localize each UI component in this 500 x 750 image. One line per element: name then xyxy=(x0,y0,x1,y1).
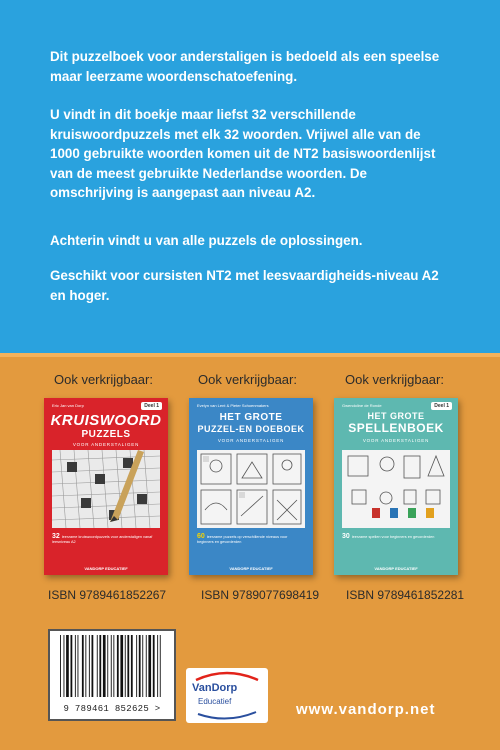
publisher-logo xyxy=(186,668,268,723)
isbn-book-1: ISBN 9789461852267 xyxy=(48,588,167,602)
isbn-book-3: ISBN 9789461852281 xyxy=(346,588,465,602)
description-paragraph-1: Dit puzzelboek voor anderstaligen is bedoeld als een speelse maar leerzame woordenschatoefening. xyxy=(50,49,440,84)
book-publisher: VANDORP EDUCATIEF xyxy=(84,566,128,571)
book-blurb: 30 leerzame spellen voor beginners en gevorderden xyxy=(342,533,435,540)
game-illustrations xyxy=(342,450,450,528)
book-author: Gwendoline de Ronde xyxy=(342,403,382,408)
logo-name: VanDorp xyxy=(192,682,238,694)
barcode-bars xyxy=(50,631,174,703)
book-title-line-2: PUZZEL-EN DOEBOEK xyxy=(197,424,305,434)
book-author: Eric Jan van Dorp xyxy=(52,403,84,408)
book-blurb: 32 leerzame kruiswoordpuzzels voor anderstaligen vanaf leesniveau A2 xyxy=(52,533,153,544)
book-title-line-1: KRUISWOORD xyxy=(50,412,162,429)
also-available-label-2: Ook verkrijgbaar: xyxy=(198,372,297,387)
book-subtitle: VOOR ANDERSTALIGEN xyxy=(72,442,140,447)
book-cover-kruiswoordpuzzels[interactable] xyxy=(44,398,168,575)
isbn-barcode xyxy=(48,629,176,721)
barcode-number: 9 789461 852625 > xyxy=(63,704,161,714)
panel-divider xyxy=(0,353,500,357)
book-publisher: VANDORP EDUCATIEF xyxy=(229,566,273,571)
puzzle-illustrations xyxy=(197,450,305,528)
book-blurb: 60 leerzame puzzels op verschillende niveaus voor beginners en gevorderden xyxy=(197,533,288,544)
logo-subtitle: Educatief xyxy=(198,697,232,706)
logo-swoosh-icon xyxy=(186,668,268,723)
book-title-line-2: PUZZELS xyxy=(81,429,131,440)
website-url[interactable]: www.vandorp.net xyxy=(296,701,436,718)
description-paragraph-4: Geschikt voor cursisten NT2 met leesvaardigheids-niveau A2 en hoger. xyxy=(50,268,439,303)
description-paragraph-3: Achterin vindt u van alle puzzels de oplossingen. xyxy=(50,233,363,248)
book-subtitle: VOOR ANDERSTALIGEN xyxy=(217,438,285,443)
book-cover-spellenboek[interactable] xyxy=(334,398,458,575)
isbn-book-2: ISBN 9789077698419 xyxy=(201,588,320,602)
volume-badge: Deel 1 xyxy=(431,402,452,410)
crossword-photo xyxy=(52,450,160,528)
book-cover-puzzel-en-doeboek[interactable] xyxy=(189,398,313,575)
book-title-line-2: SPELLENBOEK xyxy=(348,421,444,435)
description-paragraph-2: U vindt in dit boekje maar liefst 32 verschillende kruiswoordpuzzels met elk 32 woorden. Vrijwel alle van de 1000 gebruikte woorden komen uit de NT2 basiswoordenlijst van de meest gebruikte Nederlandse woorden. De omschrijving is aangepast aan niveau A2. xyxy=(50,107,436,200)
book-title-line-1: HET GROTE xyxy=(367,411,425,421)
book-author: Evelyn van Lent & Pieter Schoenmakers xyxy=(197,403,269,408)
book-title-line-1: HET GROTE xyxy=(219,412,283,423)
also-available-label-1: Ook verkrijgbaar: xyxy=(54,372,153,387)
volume-badge: Deel 1 xyxy=(141,402,162,410)
also-available-label-3: Ook verkrijgbaar: xyxy=(345,372,444,387)
book-publisher: VANDORP EDUCATIEF xyxy=(374,566,418,571)
book-subtitle: VOOR ANDERSTALIGEN xyxy=(362,438,430,443)
